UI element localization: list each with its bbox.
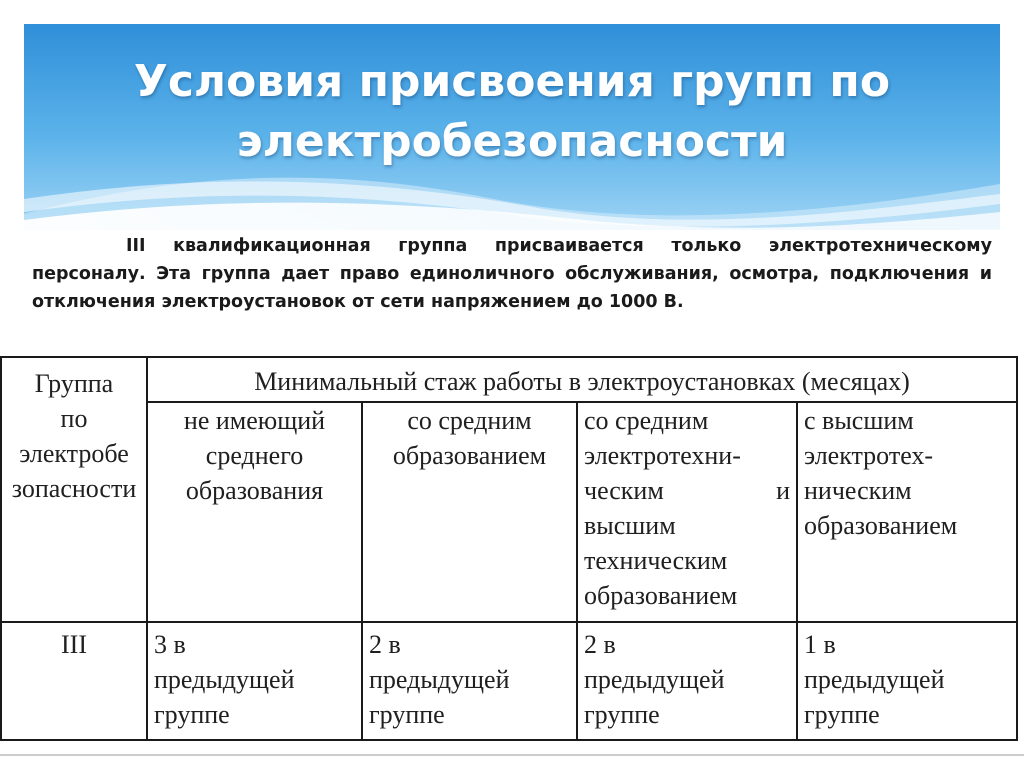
header-col-secondary: [362, 402, 577, 622]
cell-line: группе: [584, 700, 660, 729]
cell-line: зопасности: [11, 474, 137, 503]
cell-line: со средним: [584, 406, 709, 435]
header-col-secondary-electrotechnical: [577, 402, 797, 622]
slide-title: [24, 52, 1000, 172]
table-header-row: [1, 357, 1017, 402]
cell-line: техническим: [584, 546, 728, 575]
cell-line: электробе: [19, 439, 129, 468]
intro-paragraph: III квалификационная группа присваивается только электротехническому персоналу. Эта группа дает право единоличного обслуживания, осмотра, подключения и отключения электроустановок от сети напряжением до 1000 В.: [32, 236, 992, 312]
cell-line: предыдущей: [804, 665, 945, 694]
electrical-safety-groups-table: [0, 356, 1018, 741]
cell-line: предыдущей: [154, 665, 295, 694]
row-group-cell: III: [1, 622, 147, 740]
row-value-cell: [577, 622, 797, 740]
cell-line: группе: [369, 700, 445, 729]
header-group-cell: [1, 357, 147, 622]
cell-line: предыдущей: [369, 665, 510, 694]
header-span-cell: Минимальный стаж работы в электроустановках (месяцах): [147, 357, 1017, 402]
cell-line: 2 в: [369, 630, 401, 659]
row-value-cell: [797, 622, 1017, 740]
cell-line: 3 в: [154, 630, 186, 659]
cell-line: 1 в: [804, 630, 836, 659]
cell-line: образованием: [584, 581, 738, 610]
bottom-divider: [0, 754, 1024, 756]
row-value-cell: [147, 622, 362, 740]
header-col-higher-electrotechnical: [797, 402, 1017, 622]
cell-line: образованием: [804, 511, 958, 540]
cell-line: ческим и: [584, 476, 790, 505]
cell-line: среднего: [205, 441, 304, 470]
cell-line: группе: [154, 700, 230, 729]
cell-line: электротех-: [804, 441, 934, 470]
table-row: [1, 622, 1017, 740]
cell-line: ническим: [804, 476, 912, 505]
header-col-no-secondary: [147, 402, 362, 622]
cell-line: электротехни-: [584, 441, 741, 470]
row-value-cell: [362, 622, 577, 740]
cell-line: группе: [804, 700, 880, 729]
slide-header: [24, 24, 1000, 230]
cell-line: предыдущей: [584, 665, 725, 694]
cell-line: с высшим: [804, 406, 914, 435]
cell-line: по: [60, 404, 88, 433]
table-frame: [0, 356, 1024, 756]
cell-line: высшим: [584, 511, 676, 540]
cell-line: 2 в: [584, 630, 616, 659]
cell-line: образования: [185, 476, 324, 505]
cell-line: Группа: [34, 369, 114, 398]
cell-line: не имеющий: [183, 406, 326, 435]
title-line: Условия присвоения групп по: [133, 56, 891, 107]
title-line: электробезопасности: [236, 116, 788, 167]
cell-line: образованием: [392, 441, 547, 470]
table-subheader-row: [1, 402, 1017, 622]
cell-line: со средним: [407, 406, 532, 435]
